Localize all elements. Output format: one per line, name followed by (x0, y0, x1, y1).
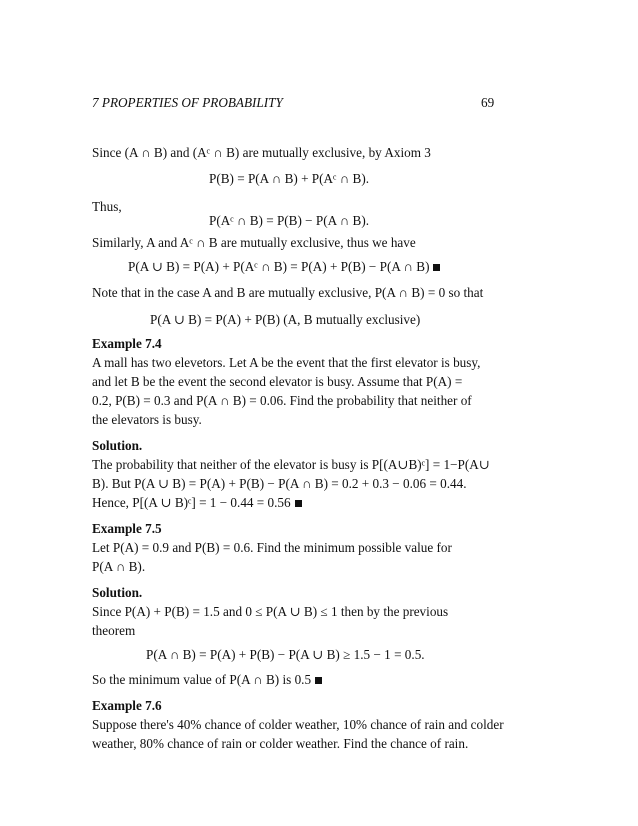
example-heading: Example 7.6 (92, 698, 162, 713)
text-line: Let P(A) = 0.9 and P(B) = 0.6. Find the minimum possible value for (92, 540, 452, 555)
solution-heading: Solution. (92, 585, 143, 600)
text-line: The probability that neither of the elevator is busy is P[(A∪B)ᶜ] = 1−P(A∪ (92, 457, 490, 472)
text-line: Thus, (92, 199, 122, 214)
equation: P(B) = P(A ∩ B) + P(Aᶜ ∩ B). (209, 171, 370, 186)
text-line: P(A ∩ B). (92, 559, 146, 574)
text-line: and let B be the event the second elevator is busy. Assume that P(A) = (92, 374, 463, 389)
equation-with-qed (128, 257, 440, 277)
text-line: A mall has two elevetors. Let A be the event that the first elevator is busy, (92, 355, 481, 370)
text-line-with-qed (92, 670, 322, 690)
solution-heading: Solution. (92, 438, 143, 453)
text-line: Since (A ∩ B) and (Aᶜ ∩ B) are mutually exclusive, by Axiom 3 (92, 145, 431, 160)
equation-text: P(A ∪ B) = P(A) + P(Aᶜ ∩ B) = P(A) + P(B) − P(A ∩ B) (128, 259, 430, 274)
qed-square-icon (315, 677, 322, 684)
text-line: 0.2, P(B) = 0.3 and P(A ∩ B) = 0.06. Find the probability that neither of (92, 393, 472, 408)
text-line: B). But P(A ∪ B) = P(A) + P(B) − P(A ∩ B) = 0.2 + 0.3 − 0.06 = 0.44. (92, 476, 467, 491)
text: Hence, P[(A ∪ B)ᶜ] = 1 − 0.44 = 0.56 (92, 495, 291, 510)
text-line: Similarly, A and Aᶜ ∩ B are mutually exclusive, thus we have (92, 235, 416, 250)
equation: P(A ∩ B) = P(A) + P(B) − P(A ∪ B) ≥ 1.5 − 1 = 0.5. (146, 647, 425, 662)
text-line: Suppose there's 40% chance of colder weather, 10% chance of rain and colder (92, 717, 504, 732)
equation: P(Aᶜ ∩ B) = P(B) − P(A ∩ B). (209, 213, 370, 228)
text-line: Note that in the case A and B are mutually exclusive, P(A ∩ B) = 0 so that (92, 285, 484, 300)
example-heading: Example 7.5 (92, 521, 162, 536)
text-line: theorem (92, 623, 136, 638)
text-line-with-qed (92, 493, 302, 513)
qed-square-icon (295, 500, 302, 507)
text: So the minimum value of P(A ∩ B) is 0.5 (92, 672, 312, 687)
equation: P(A ∪ B) = P(A) + P(B) (A, B mutually exclusive) (150, 312, 421, 327)
qed-square-icon (433, 264, 440, 271)
text-line: weather, 80% chance of rain or colder weather. Find the chance of rain. (92, 736, 469, 751)
running-header-title: 7 PROPERTIES OF PROBABILITY (92, 95, 283, 110)
example-heading: Example 7.4 (92, 336, 162, 351)
text-line: Since P(A) + P(B) = 1.5 and 0 ≤ P(A ∪ B) ≤ 1 then by the previous (92, 604, 449, 619)
text-line: the elevators is busy. (92, 412, 202, 427)
page-number: 69 (481, 95, 495, 110)
